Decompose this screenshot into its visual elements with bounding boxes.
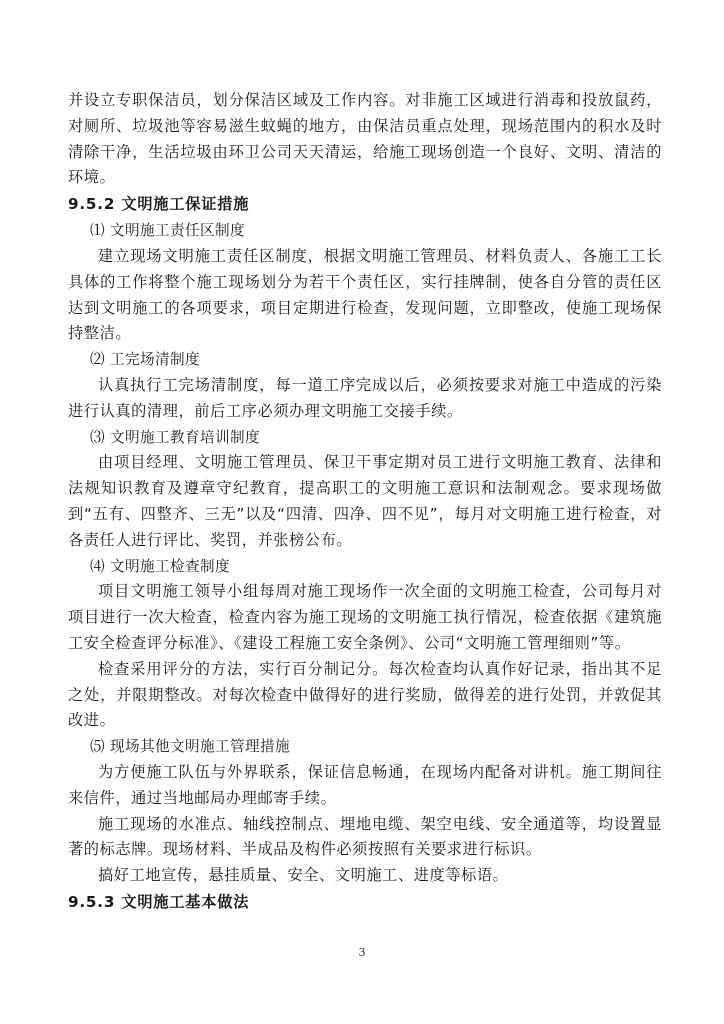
paragraph-inspection-2: 检查采用评分的方法，实行百分制记分。每次检查均认真作好记录，指出其不足之处，并限期整改。对每次检查中做得好的进行奖励，做得差的进行处罚，并敦促其改进。	[68, 659, 662, 730]
page-number: 3	[358, 946, 366, 959]
section-heading-9-5-2: 9.5.2 文明施工保证措施	[68, 195, 250, 214]
paragraph-education-training: 由项目经理、文明施工管理员、保卫干事定期对员工进行文明施工教育、法律和法规知识教育及遵章守纪教育，提高职工的文明施工意识和法制观念。要求现场做到“五有、四整齐、三无”以及“四清、四净、四不见”，每月对文明施工进行检查，对各责任人进行评比、奖罚，并张榜公布。	[68, 453, 662, 549]
document-body	[68, 88, 662, 916]
paragraph-other-measures-1: 为方便施工队伍与外界联系，保证信息畅通，在现场内配备对讲机。施工期间往来信件，通过当地邮局办理邮寄手续。	[68, 762, 662, 807]
subsection-heading-3: ⑶ 文明施工教育培训制度	[90, 428, 260, 446]
subsection-heading-1: ⑴ 文明施工责任区制度	[90, 222, 245, 240]
paragraph-responsibility-zone: 建立现场文明施工责任区制度，根据文明施工管理员、材料负责人、各施工工长具体的工作将整个施工现场划分为若干个责任区，实行挂牌制，使各自分管的责任区达到文明施工的各项要求，项目定期进行检查，发现问题，立即整改，使施工现场保持整洁。	[68, 246, 662, 343]
subsection-heading-2: ⑵ 工完场清制度	[90, 351, 200, 369]
paragraph-intro: 并设立专职保洁员，划分保洁区域及工作内容。对非施工区域进行消毒和投放鼠药，对厕所、垃圾池等容易滋生蚊蝇的地方，由保洁员重点处理，现场范围内的积水及时清除干净，生活垃圾由环卫公司天天清运，给施工现场创造一个良好、文明、清洁的环境。	[68, 91, 662, 187]
paragraph-inspection-1: 项目文明施工领导小组每周对施工现场作一次全面的文明施工检查，公司每月对项目进行一次大检查，检查内容为施工现场的文明施工执行情况，检查依据《建筑施工安全检查评分标准》、《建设工程施工安全条例》、公司“文明施工管理细则”等。	[68, 582, 662, 652]
paragraph-other-measures-3: 搞好工地宣传，悬挂质量、安全、文明施工、进度等标语。	[98, 866, 509, 885]
paragraph-clean-after-work: 认真执行工完场清制度，每一道工序完成以后，必须按要求对施工中造成的污染进行认真的清理，前后工序必须办理文明施工交接手续。	[68, 375, 662, 420]
paragraph-other-measures-2: 施工现场的水准点、轴线控制点、埋地电缆、架空电线、安全通道等，均设置显著的标志牌。现场材料、半成品及构件必须按照有关要求进行标识。	[68, 814, 662, 859]
subsection-heading-4: ⑷ 文明施工检查制度	[90, 557, 230, 575]
section-heading-9-5-3: 9.5.3 文明施工基本做法	[68, 892, 250, 911]
subsection-heading-5: ⑸ 现场其他文明施工管理措施	[90, 738, 290, 756]
